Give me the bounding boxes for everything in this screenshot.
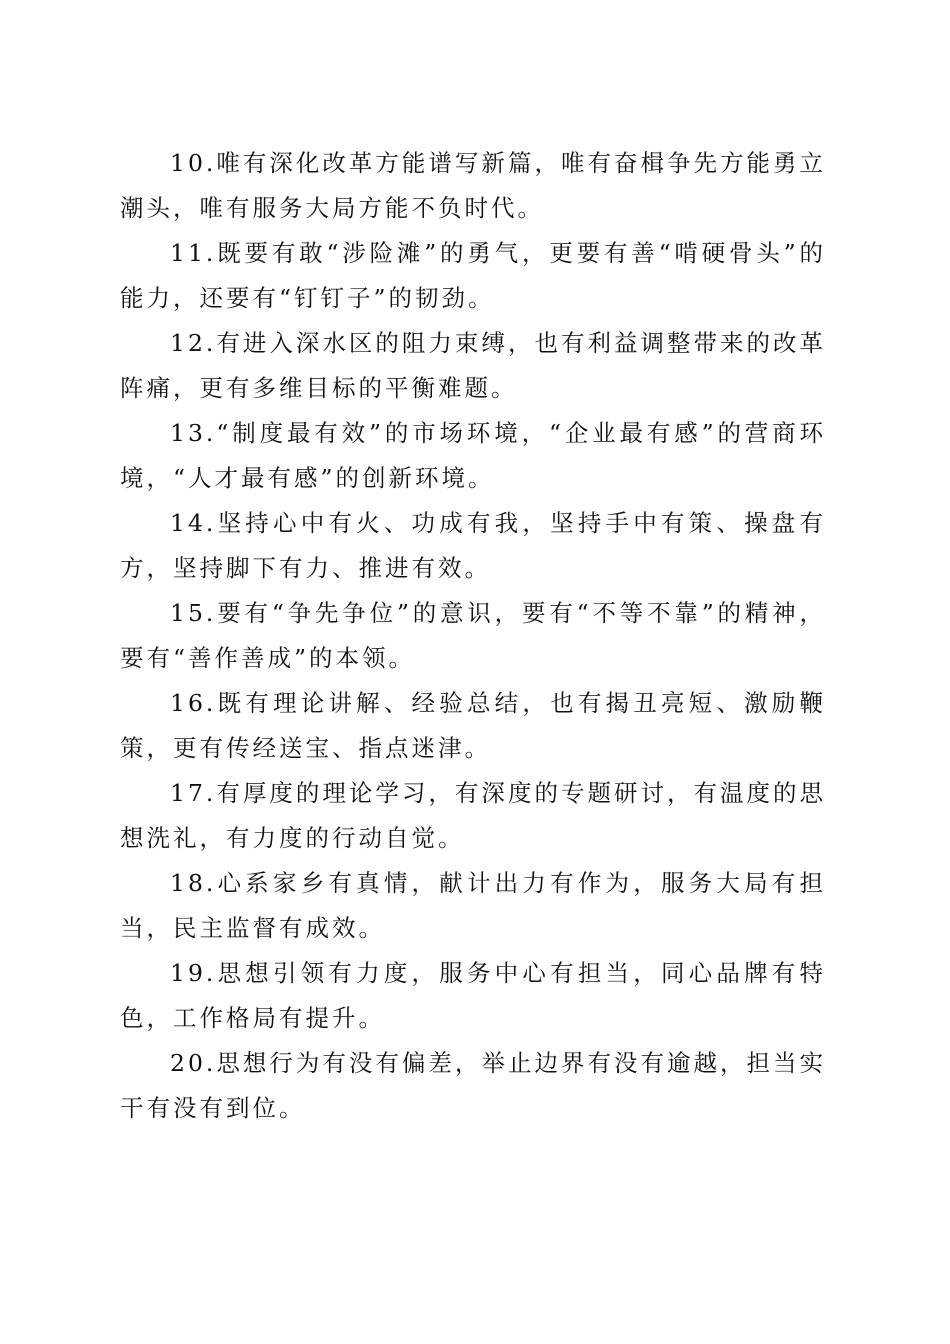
paragraph-10 — [120, 141, 826, 231]
paragraph-text: 有厚度的理论学习，有深度的专题研讨，有温度的思想洗礼，有力度的行动自觉。 — [120, 779, 826, 852]
paragraph-text: 要有“争先争位”的意识，要有“不等不靠”的精神，要有“善作善成”的本领。 — [120, 599, 826, 672]
paragraph-20 — [120, 1041, 826, 1131]
paragraph-text: 有进入深水区的阻力束缚，也有利益调整带来的改革阵痛，更有多维目标的平衡难题。 — [120, 329, 826, 402]
paragraph-18 — [120, 861, 826, 951]
paragraph-text: 心系家乡有真情，献计出力有作为，服务大局有担当，民主监督有成效。 — [120, 869, 826, 942]
paragraph-17 — [120, 771, 826, 861]
paragraph-number: 14. — [170, 509, 217, 537]
paragraph-text: 唯有深化改革方能谱写新篇，唯有奋楫争先方能勇立潮头，唯有服务大局方能不负时代。 — [120, 149, 826, 222]
paragraph-number: 11. — [170, 239, 217, 267]
paragraph-16 — [120, 681, 826, 771]
paragraph-14 — [120, 501, 826, 591]
paragraph-text: 思想引领有力度，服务中心有担当，同心品牌有特色，工作格局有提升。 — [120, 959, 826, 1032]
paragraph-number: 20. — [170, 1049, 217, 1077]
paragraph-number: 17. — [170, 779, 217, 807]
paragraph-number: 18. — [170, 869, 217, 897]
paragraph-text: 坚持心中有火、功成有我，坚持手中有策、操盘有方，坚持脚下有力、推进有效。 — [120, 509, 826, 582]
paragraph-number: 10. — [170, 149, 217, 177]
paragraph-text: 思想行为有没有偏差，举止边界有没有逾越，担当实干有没有到位。 — [120, 1049, 826, 1122]
paragraph-12 — [120, 321, 826, 411]
paragraph-15 — [120, 591, 826, 681]
paragraph-text: “制度最有效”的市场环境，“企业最有感”的营商环境，“人才最有感”的创新环境。 — [120, 419, 826, 492]
paragraph-number: 13. — [170, 419, 217, 447]
paragraph-number: 12. — [170, 329, 217, 357]
paragraph-19 — [120, 951, 826, 1041]
document-body — [120, 141, 826, 1131]
paragraph-text: 既有理论讲解、经验总结，也有揭丑亮短、激励鞭策，更有传经送宝、指点迷津。 — [120, 689, 826, 762]
paragraph-number: 16. — [170, 689, 217, 717]
paragraph-text: 既要有敢“涉险滩”的勇气，更要有善“啃硬骨头”的能力，还要有“钉钉子”的韧劲。 — [120, 239, 826, 312]
paragraph-13 — [120, 411, 826, 501]
paragraph-number: 19. — [170, 959, 217, 987]
paragraph-11 — [120, 231, 826, 321]
paragraph-number: 15. — [170, 599, 217, 627]
